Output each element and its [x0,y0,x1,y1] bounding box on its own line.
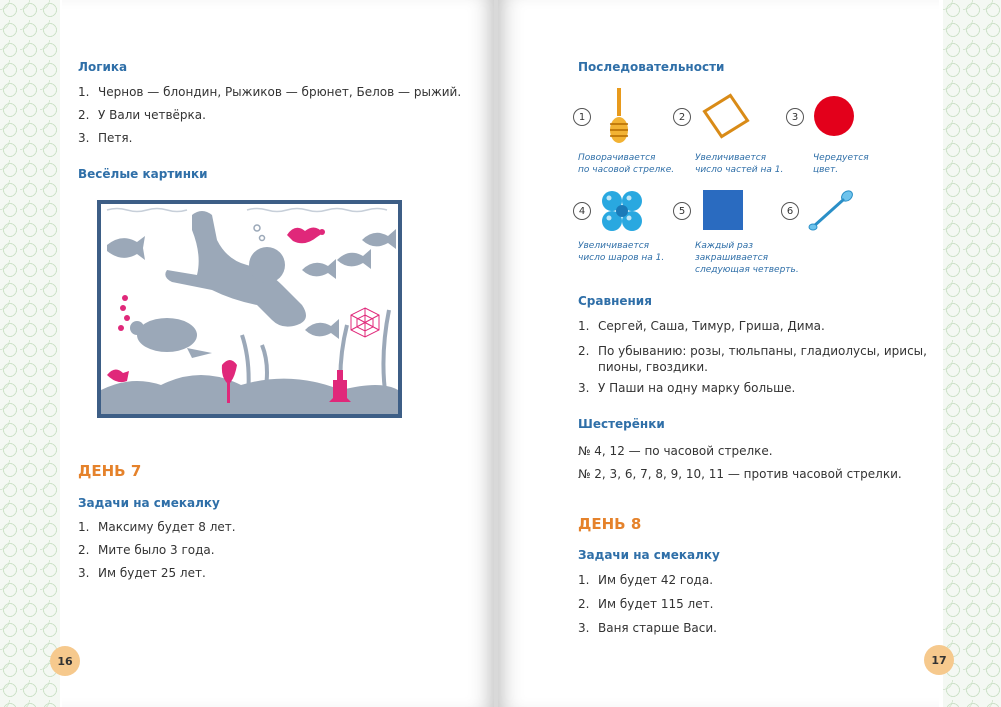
gears-line-1: № 4, 12 — по часовой стрелке. [578,444,773,458]
page-number-16: 16 [50,646,80,676]
gears-heading: Шестерёнки [578,417,665,431]
spoon-icon [806,188,856,234]
pictures-heading: Весёлые картинки [78,167,208,181]
comparisons-item-3: 3. У Паши на одну марку больше. [578,381,796,395]
day8-item-3: 3. Ваня старше Васи. [578,621,717,635]
sequence-number-1: 1 [573,108,591,126]
rotated-square-icon [700,92,752,140]
sequence-caption-2: Увеличивается число частей на 1. [695,153,784,175]
sequence-number-5: 5 [673,202,691,220]
comparisons-item-1: 1. Сергей, Саша, Тимур, Гриша, Дима. [578,319,825,333]
blue-balls-icon [601,190,643,232]
sequence-number-2: 2 [673,108,691,126]
day7-heading: ДЕНЬ 7 [78,462,142,480]
right-puzzle-border [943,0,1001,707]
blue-square-icon [703,190,743,230]
sequence-number-3: 3 [786,108,804,126]
left-puzzle-border [0,0,60,707]
sequence-number-6: 6 [781,202,799,220]
honey-dipper-icon [606,88,632,146]
sequence-caption-5: Каждый раз закрашивается следующая четверть. [695,241,799,275]
page-number-17: 17 [924,645,954,675]
book-spine [494,0,498,707]
gears-line-2: № 2, 3, 6, 7, 8, 9, 10, 11 — против часовой стрелки. [578,467,902,481]
day7-item-3: 3. Им будет 25 лет. [78,566,206,580]
comparisons-heading: Сравнения [578,294,652,308]
day7-item-1: 1. Максиму будет 8 лет. [78,520,236,534]
day7-subheading: Задачи на смекалку [78,496,220,510]
day8-item-2: 2. Им будет 115 лет. [578,597,714,611]
sequence-caption-4: Увеличивается число шаров на 1. [578,241,665,263]
red-circle-icon [813,95,855,137]
underwater-silhouette-picture [97,200,402,418]
sequences-heading: Последовательности [578,60,725,74]
logic-item-2: 2. У Вали четвёрка. [78,108,206,122]
logic-item-1: 1. Чернов — блондин, Рыжиков — брюнет, Белов — рыжий. [78,85,462,99]
logic-item-3: 3. Петя. [78,131,133,145]
logic-heading: Логика [78,60,128,74]
day7-item-2: 2. Мите было 3 года. [78,543,215,557]
comparisons-item-2: 2. По убыванию: розы, тюльпаны, гладиолусы, ирисы, [578,344,927,358]
comparisons-item-2-continued: пионы, гвоздики. [598,360,708,374]
day8-item-1: 1. Им будет 42 года. [578,573,714,587]
sequence-number-4: 4 [573,202,591,220]
day8-subheading: Задачи на смекалку [578,548,720,562]
sequence-caption-3: Чередуется цвет. [813,153,869,175]
sequence-caption-1: Поворачивается по часовой стрелке. [578,153,675,175]
day8-heading: ДЕНЬ 8 [578,515,642,533]
